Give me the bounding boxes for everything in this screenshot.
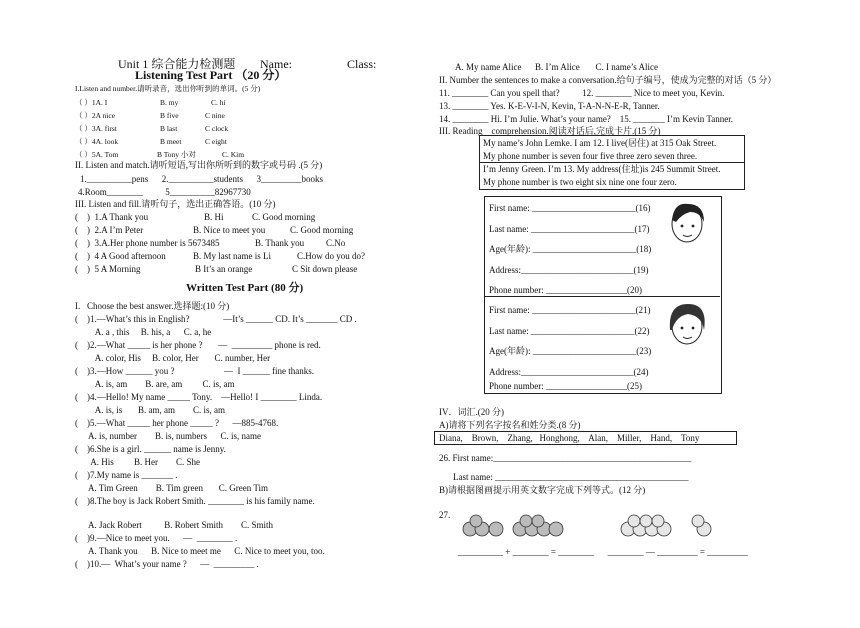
list-item: ( ) 1.A Thank you bbox=[75, 212, 149, 222]
question-line: ( )8.The boy is Jack Robert Smith. ________ is his family name. bbox=[75, 496, 315, 506]
reading-line: My phone number is seven four five three zero seven three. bbox=[483, 151, 698, 161]
option-c: C.How do you do? bbox=[297, 251, 365, 261]
card-field: Last name: _______________________(22) bbox=[489, 326, 650, 336]
reading-line: My phone number is two eight six nine one four zero. bbox=[483, 177, 677, 187]
list-item: ( ) 5 A Morning bbox=[75, 264, 141, 274]
written-heading: Written Test Part (80 分) bbox=[186, 282, 304, 294]
listening-heading: Listening Test Part （20 分） bbox=[135, 68, 287, 82]
option-c: C. Kim bbox=[222, 150, 245, 159]
question-line: A. is, is B. am, am C. is, am bbox=[75, 405, 226, 415]
card-field: Address:_________________________(24) bbox=[489, 367, 649, 377]
option-b: B It’s an orange bbox=[195, 264, 253, 274]
question-line: ( )3.—How ______ you ? — I ______ fine thanks. bbox=[75, 366, 314, 376]
question-line: A. is, am B. are, am C. is, am bbox=[75, 379, 235, 389]
written-part1-instructions: I. Choose the best answer.选择题:(10 分) bbox=[75, 301, 230, 311]
conversation-line: 13. ________ Yes. K-E-V-I-N, Kevin, T-A-N-N-E-R, Tanner. bbox=[439, 101, 660, 111]
conversation-line: 11. ________ Can you spell that? 12. ________ Nice to meet you, Kevin. bbox=[439, 88, 725, 98]
question-line: ( )6.She is a girl. ______ name is Jenny. bbox=[75, 444, 226, 454]
right-part2-instructions: II. Number the sentences to make a conversation.给句子编号，使成为完整的对话（5 分） bbox=[439, 75, 777, 85]
card-divider bbox=[484, 296, 720, 297]
option-b: B five bbox=[160, 111, 179, 120]
option-c: C. hi bbox=[211, 98, 226, 107]
math-equation: __________ + ________ = ________ ________ — _________ = _________ bbox=[458, 547, 748, 557]
listening-part2-instructions: II. Listen and match.请听短语,写出你所听到的数字或号码 .(5 分) bbox=[75, 160, 323, 170]
listening-part2-row1: 1.__________pens 2.__________students 3_________books bbox=[80, 174, 323, 184]
class-label: Class: bbox=[347, 57, 377, 71]
question-line: A. a , this B. his, a C. a, he bbox=[75, 327, 212, 337]
card-field: First name: _______________________(16) bbox=[489, 203, 651, 213]
option-b: B Tony 小对 bbox=[157, 150, 196, 159]
list-item: （ ）5A. Tom bbox=[75, 150, 119, 159]
question-line: ( )2.—What _____ is her phone ? — _________ phone is red. bbox=[75, 340, 321, 350]
apples-illustration bbox=[460, 513, 710, 539]
reading-line: I’m Jenny Green. I’m 13. My address(住址)is 245 Summit Street. bbox=[483, 164, 721, 174]
option-b: B. Thank you bbox=[255, 238, 305, 248]
list-item: ( ) 2.A I’m Peter bbox=[75, 225, 144, 235]
option-c: C eight bbox=[205, 137, 227, 146]
right-part4a-instructions: A)请将下列名字按名和姓分类.(8 分) bbox=[439, 420, 581, 430]
question-line: A. is, number B. is, numbers C. is, name bbox=[75, 431, 261, 441]
q27-label: 27. bbox=[439, 510, 451, 520]
list-item: ( ) 3.A.Her phone number is 5673485 bbox=[75, 238, 220, 248]
question-line: ( )10.— What’s your name ? — _________ . bbox=[75, 559, 259, 569]
card-field: Phone number: __________________(20) bbox=[489, 285, 642, 295]
option-b: B last bbox=[160, 124, 178, 133]
boy-portrait-image bbox=[664, 198, 710, 248]
option-c: C.No bbox=[326, 238, 346, 248]
question-line: ( )9.—Nice to meet you. — ________ . bbox=[75, 533, 238, 543]
card-field: Last name: _______________________(17) bbox=[489, 224, 650, 234]
listening-part1-instructions: I.Listen and number.请听录音，选出你听到的单词。(5 分) bbox=[75, 84, 261, 93]
option-c: C Sit down please bbox=[292, 264, 358, 274]
reading-line: My name’s John Lemke. I am 12. I live(居住) at 315 Oak Street. bbox=[483, 138, 717, 148]
option-b: B meet bbox=[160, 137, 182, 146]
question-line: ( )4.—Hello! My name _____ Tony. —Hello! I ________ Linda. bbox=[75, 392, 323, 402]
list-item: ( ) 4 A Good afternoon bbox=[75, 251, 166, 261]
option-b: B. My last name is Li bbox=[193, 251, 271, 261]
card-field: Age(年龄): _______________________(23) bbox=[489, 346, 652, 356]
list-item: （ ）3A. first bbox=[75, 124, 117, 133]
list-item: （ ）1A. I bbox=[75, 98, 108, 107]
card-field: First name: _______________________(21) bbox=[489, 305, 651, 315]
question-line: ( )5.—What _____ her phone _____ ? —885-4768. bbox=[75, 418, 279, 428]
right-part4-instructions: IV．词汇.(20 分) bbox=[439, 407, 504, 417]
question-line: A. Tim Green B. Tim green C. Green Tim bbox=[75, 483, 269, 493]
card-field: Address:_________________________(19) bbox=[489, 265, 649, 275]
right-part4b-instructions: B)请根据图画提示用英文数字完成下列等式。(12 分) bbox=[439, 485, 646, 495]
name-label: Name: bbox=[260, 57, 292, 71]
q26-last-name: Last name: ___________________________________________ bbox=[453, 472, 689, 482]
option-c: C clock bbox=[205, 124, 229, 133]
question-line: A. color, His B. color, Her C. number, Her bbox=[75, 353, 271, 363]
list-item: （ ）4A. look bbox=[75, 137, 119, 146]
option-b: B. my bbox=[160, 98, 179, 107]
option-c: C. Good morning bbox=[252, 212, 316, 222]
names-list: Diana, Brown, Zhang, Honghong, Alan, Miller, Hand, Tony bbox=[439, 433, 700, 443]
card-field: Phone number: __________________(25) bbox=[489, 381, 642, 391]
question-line: A. His B. Her C. She bbox=[75, 457, 201, 467]
option-c: C nine bbox=[205, 111, 225, 120]
list-item: （ ）2A nice bbox=[75, 111, 115, 120]
listening-part3-instructions: III. Listen and fill.请听句子，选出正确答语。(10 分) bbox=[75, 199, 276, 209]
question-line: A. Jack Robert B. Robert Smith C. Smith bbox=[75, 520, 274, 530]
question-line: ( )1.—What’s this in English? —It’s ______ CD. It’s _______ CD . bbox=[75, 314, 357, 324]
option-b: B. Hi bbox=[204, 212, 224, 222]
question-line: A. Thank you B. Nice to meet me C. Nice to meet you, too. bbox=[75, 546, 325, 556]
page-title: Unit 1 综合能力检测题 bbox=[118, 57, 236, 71]
girl-portrait-image bbox=[664, 300, 710, 350]
option-b: B. Nice to meet you bbox=[193, 225, 266, 235]
q26-first-name: 26. First name:____________________________________________ bbox=[439, 453, 692, 463]
listening-part2-row2: 4.Room________ 5__________82967730 bbox=[78, 187, 251, 197]
question-line: ( )7.My name is _______ . bbox=[75, 470, 178, 480]
q10-options: A. My name Alice B. I’m Alice C. I name’s Alice bbox=[455, 62, 658, 72]
card-field: Age(年龄): _______________________(18) bbox=[489, 244, 652, 254]
option-c: C. Good morning bbox=[290, 225, 354, 235]
conversation-line: 14. ________ Hi. I’m Julie. What’s your name? 15. _______ I’m Kevin Tanner. bbox=[439, 114, 733, 124]
right-part3-instructions: III. Reading comprehension.阅读对话后,完成卡片.(15 分) bbox=[439, 126, 661, 136]
